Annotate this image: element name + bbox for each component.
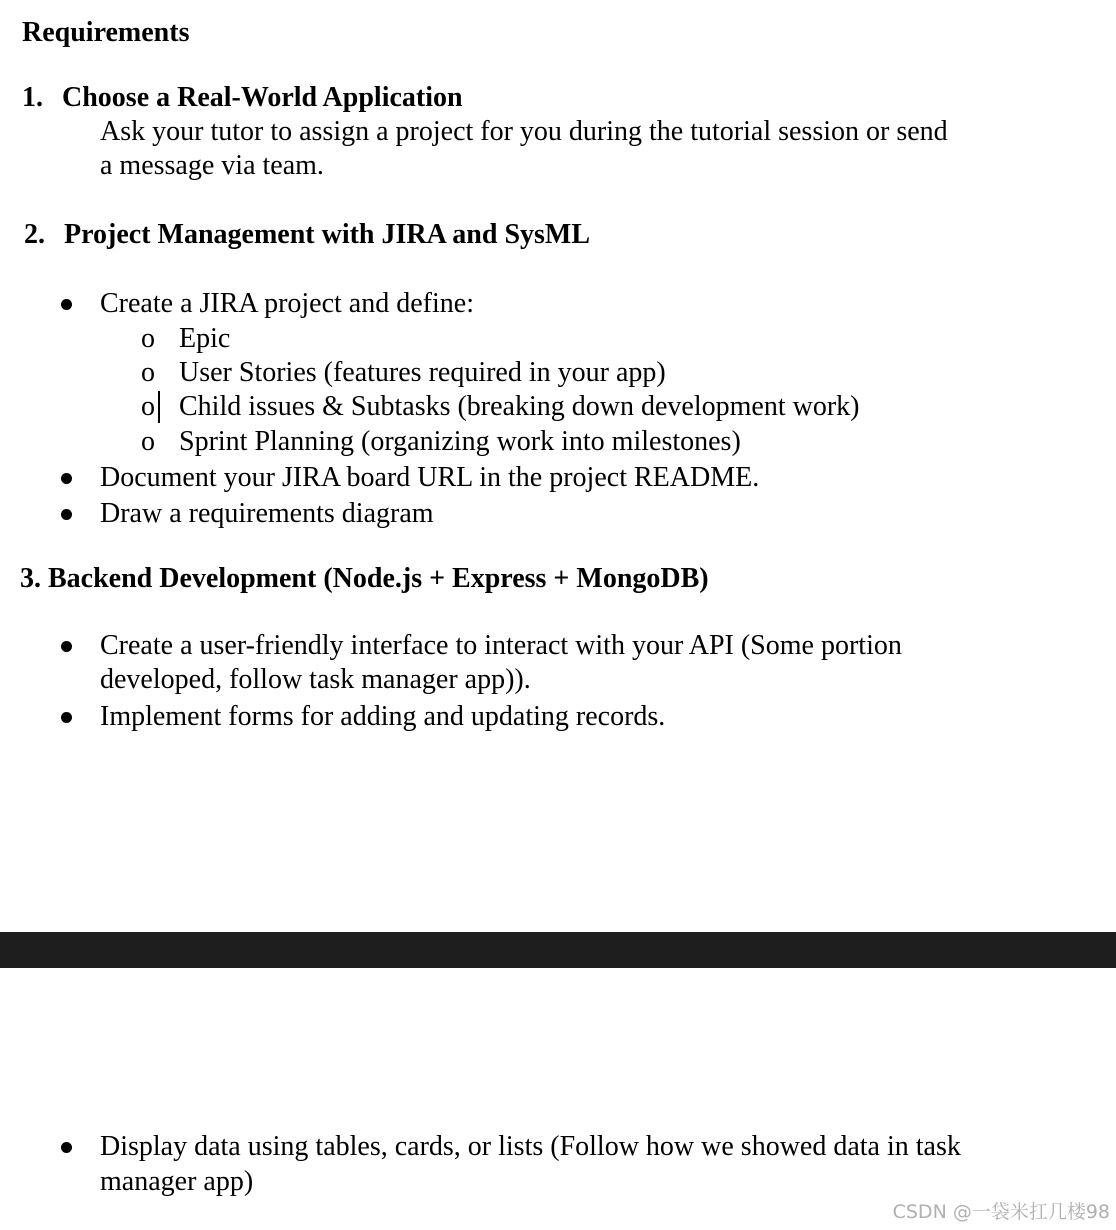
sub-bullet-marker: o [141,357,155,388]
text-cursor [158,391,160,423]
sub-item-child-issues: Child issues & Subtasks (breaking down development work) [179,391,860,422]
section-3-heading: 3. Backend Development (Node.js + Express + MongoDB) [20,563,709,594]
bullet-icon [61,509,72,520]
page-title: Requirements [22,17,190,48]
section-2-heading: Project Management with JIRA and SysML [64,219,591,250]
section-3-bullet-3-line-1: Display data using tables, cards, or lists (Follow how we showed data in task [100,1131,961,1162]
sub-item-user-stories: User Stories (features required in your app) [179,357,666,388]
watermark: CSDN @一袋米扛几楼98 [892,1201,1110,1223]
bullet-icon [61,641,72,652]
section-1-heading: Choose a Real-World Application [62,82,463,113]
section-3-bullet-2: Implement forms for adding and updating records. [100,701,666,732]
bullet-icon [61,473,72,484]
section-3-bullet-1-line-1: Create a user-friendly interface to interact with your API (Some portion [100,630,902,661]
sub-bullet-marker: o [141,426,155,457]
sub-item-sprint-planning: Sprint Planning (organizing work into milestones) [179,426,741,457]
bullet-icon [61,1142,72,1153]
page-break-band [0,932,1116,968]
sub-bullet-marker: o [141,391,155,422]
section-3-bullet-1-line-2: developed, follow task manager app)). [100,664,531,695]
bullet-icon [61,712,72,723]
section-2-bullet-1: Create a JIRA project and define: [100,288,474,319]
section-2-bullet-2: Document your JIRA board URL in the project README. [100,462,760,493]
section-1-text-line-1: Ask your tutor to assign a project for you during the tutorial session or send [100,116,948,147]
sub-bullet-marker: o [141,323,155,354]
section-2-bullet-3: Draw a requirements diagram [100,498,434,529]
section-2-number: 2. [24,219,45,250]
section-1-number: 1. [22,82,43,113]
sub-item-epic: Epic [179,323,231,354]
bullet-icon [61,299,72,310]
section-3-bullet-3-line-2: manager app) [100,1166,254,1197]
section-1-text-line-2: a message via team. [100,150,324,181]
